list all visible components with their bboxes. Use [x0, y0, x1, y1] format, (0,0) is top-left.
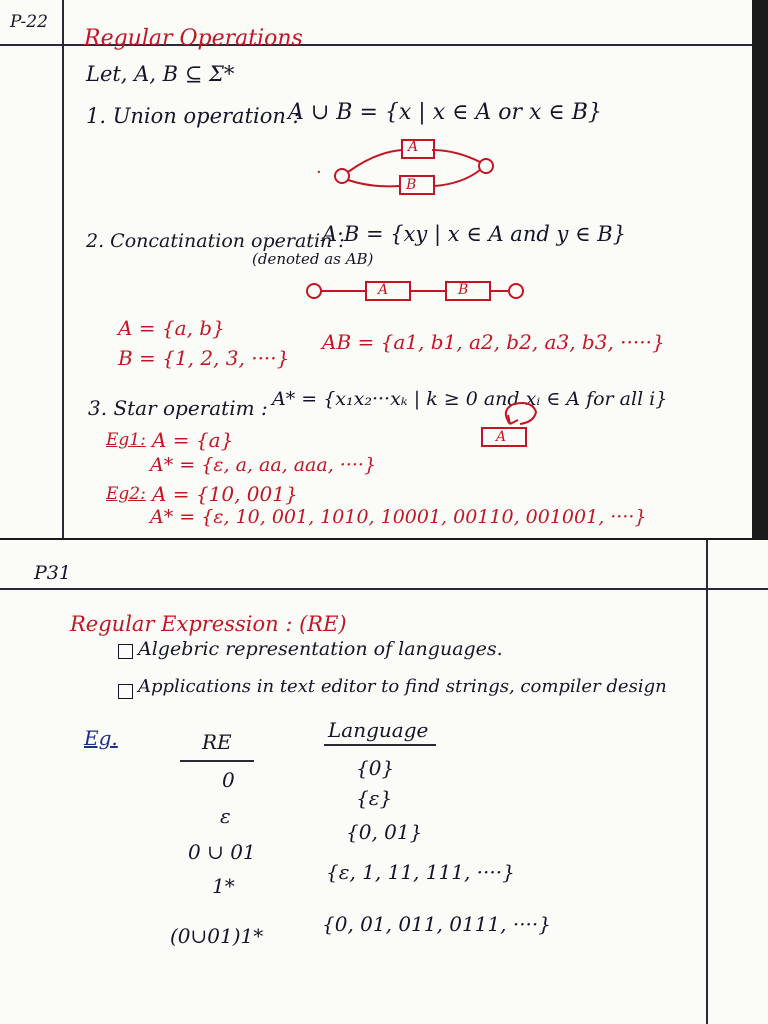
eg1-set: A = {a}	[152, 428, 234, 452]
concat-example-ab: AB = {a1, b1, a2, b2, a3, b3, ·····}	[322, 330, 665, 354]
concat-note: (denoted as AB)	[252, 250, 374, 268]
page-number: P31	[34, 562, 71, 584]
table-cell-language: {0, 01, 011, 0111, ····}	[322, 912, 551, 936]
table-header-re: RE	[202, 730, 232, 754]
header-rule	[0, 588, 768, 590]
eg2-star: A* = {ε, 10, 001, 1010, 10001, 00110, 001001, ····}	[150, 506, 647, 528]
margin-rule	[62, 0, 64, 538]
concat-box-b-label: B	[458, 282, 469, 298]
union-formula: A ∪ B = {x | x ∈ A or x ∈ B}	[288, 100, 602, 125]
checkbox-icon	[118, 684, 133, 699]
table-header-language: Language	[328, 718, 429, 742]
table-cell-re: ε	[220, 804, 231, 828]
star-formula: A* = {x₁x₂···xₖ | k ≥ 0 and xᵢ ∈ A for all i}	[272, 388, 668, 410]
table-cell-language: {0}	[356, 756, 395, 780]
concat-start-state	[307, 284, 321, 298]
eg1-star: A* = {ε, a, aa, aaa, ····}	[150, 454, 377, 476]
concat-label: 2. Concatination operatin :	[86, 230, 345, 252]
concat-diagram	[304, 276, 536, 306]
eg1-label: Eg1:	[106, 430, 146, 450]
star-diagram	[474, 400, 548, 448]
union-label: 1. Union operation :	[86, 104, 300, 128]
star-loop	[506, 403, 536, 424]
page-number: P-22	[10, 12, 48, 32]
concat-formula: A·B = {xy | x ∈ A and y ∈ B}	[322, 222, 627, 246]
table-cell-re: 1*	[212, 874, 235, 898]
table-header-underline	[180, 760, 254, 762]
notebook-page-bottom	[0, 540, 768, 1024]
eg2-label: Eg2:	[106, 484, 146, 504]
union-box-b-label: B	[406, 177, 417, 193]
table-cell-re: 0 ∪ 01	[188, 840, 256, 864]
table-cell-re: (0∪01)1*	[170, 924, 264, 948]
eg2-set: A = {10, 001}	[152, 482, 298, 506]
union-box-a-label: A	[408, 139, 419, 155]
concat-box-a-label: A	[378, 282, 389, 298]
star-label: 3. Star operatim :	[88, 396, 268, 420]
table-header-underline	[324, 744, 436, 746]
concat-example-b: B = {1, 2, 3, ····}	[118, 346, 290, 370]
table-cell-language: {0, 01}	[346, 820, 423, 844]
table-cell-language: {ε, 1, 11, 111, ····}	[326, 860, 515, 884]
checkbox-icon	[118, 644, 133, 659]
table-cell-re: 0	[222, 768, 235, 792]
svg-text:·: ·	[316, 162, 322, 183]
bullet-item: Algebric representation of languages.	[138, 638, 503, 660]
concat-end-state	[509, 284, 523, 298]
star-box-a-label: A	[496, 429, 507, 445]
union-start-state	[335, 169, 349, 183]
page-title: Regular Expression : (RE)	[70, 612, 347, 636]
page-title: Regular Operations	[84, 26, 303, 51]
margin-rule	[706, 540, 708, 1024]
bullet-item: Applications in text editor to find strings, compiler design	[138, 676, 667, 697]
union-end-state	[479, 159, 493, 173]
concat-example-a: A = {a, b}	[118, 316, 225, 340]
table-cell-language: {ε}	[356, 786, 393, 810]
example-label: Eg.	[84, 726, 118, 750]
let-line: Let, A, B ⊆ Σ*	[86, 62, 235, 86]
